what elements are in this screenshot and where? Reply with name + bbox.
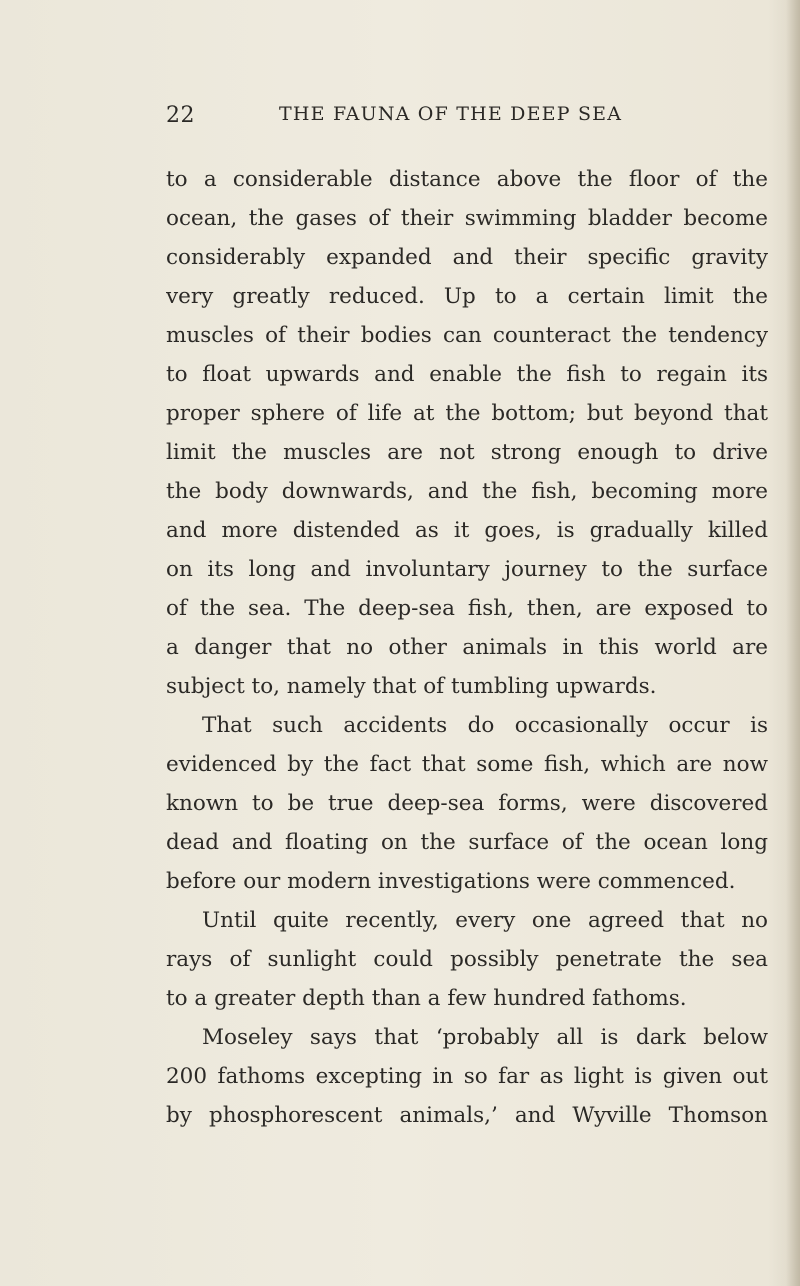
page-edge-shadow xyxy=(786,0,800,1286)
paragraph-end-line: before our modern investigations were commenced. xyxy=(166,869,736,894)
text-line: limit the muscles are not strong enough to drive xyxy=(166,440,768,465)
paragraph-start-line: Moseley says that ‘probably all is dark below xyxy=(202,1025,768,1050)
paragraph-start-line: Until quite recently, every one agreed that no xyxy=(202,908,768,933)
text-line: evidenced by the fact that some fish, which are now xyxy=(166,752,768,777)
paragraph-end-line: to a greater depth than a few hundred fathoms. xyxy=(166,986,687,1011)
text-line: proper sphere of life at the bottom; but beyond that xyxy=(166,401,768,426)
text-line: to a considerable distance above the floor of the xyxy=(166,167,768,192)
text-line: the body downwards, and the fish, becoming more xyxy=(166,479,768,504)
body-text xyxy=(166,160,768,1135)
text-line: to float upwards and enable the fish to regain its xyxy=(166,362,768,387)
paragraph-end-line: subject to, namely that of tumbling upwards. xyxy=(166,674,657,699)
text-line: known to be true deep-sea forms, were discovered xyxy=(166,791,768,816)
text-line: very greatly reduced. Up to a certain limit the xyxy=(166,284,768,309)
text-line: muscles of their bodies can counteract the tendency xyxy=(166,323,768,348)
text-line: on its long and involuntary journey to the surface xyxy=(166,557,768,582)
text-line: of the sea. The deep-sea fish, then, are exposed to xyxy=(166,596,768,621)
text-line: rays of sunlight could possibly penetrate the sea xyxy=(166,947,768,972)
paragraph-start-line: That such accidents do occasionally occur is xyxy=(202,713,768,738)
text-line: by phosphorescent animals,’ and Wyville Thomson xyxy=(166,1103,768,1128)
text-line: considerably expanded and their specific gravity xyxy=(166,245,768,270)
running-head xyxy=(166,103,766,135)
text-line: dead and floating on the surface of the ocean long xyxy=(166,830,768,855)
text-line: a danger that no other animals in this world are xyxy=(166,635,768,660)
page-number: 22 xyxy=(166,103,195,128)
text-line: and more distended as it goes, is gradually killed xyxy=(166,518,768,543)
text-line: 200 fathoms excepting in so far as light is given out xyxy=(166,1064,768,1089)
running-title: THE FAUNA OF THE DEEP SEA xyxy=(279,103,623,125)
text-line: ocean, the gases of their swimming bladder become xyxy=(166,206,768,231)
